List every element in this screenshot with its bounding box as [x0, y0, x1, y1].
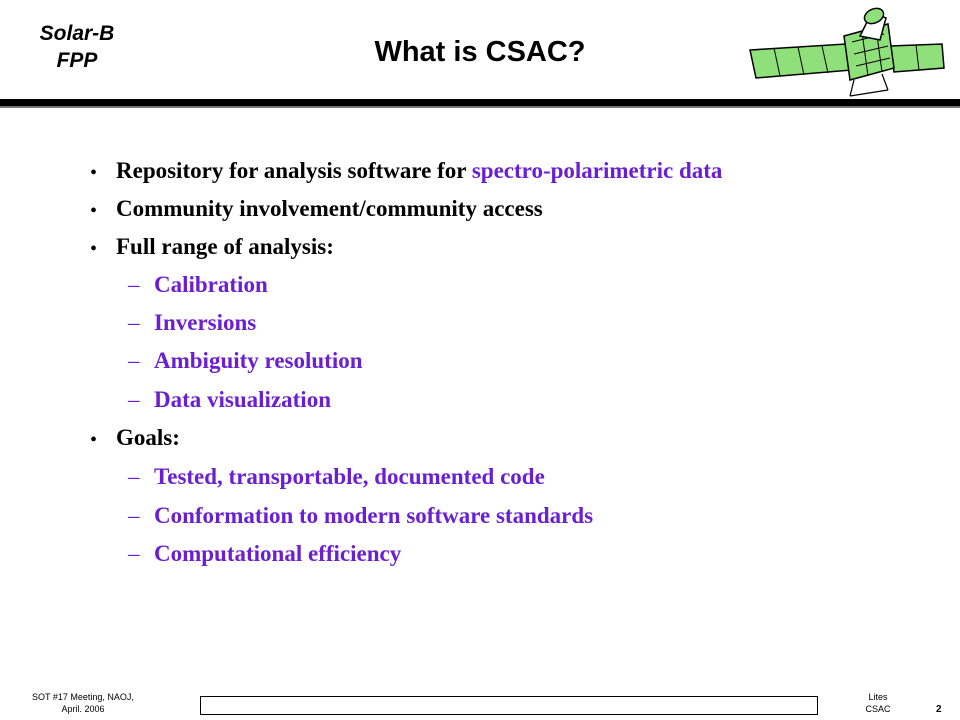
dash-icon: – [128, 387, 140, 412]
subitem-calibration: Calibration [154, 272, 268, 297]
dash-icon: – [128, 503, 140, 528]
subitem-inversions: Inversions [154, 310, 257, 335]
slide-title: What is CSAC? [374, 36, 586, 68]
bullet-icon: • [90, 162, 98, 184]
bullet-1: Repository for analysis software for spectro-polarimetric data [116, 158, 723, 183]
satellite-icon [742, 6, 947, 106]
dash-icon: – [128, 272, 140, 297]
bullet-3: Full range of analysis: [116, 234, 334, 259]
bullet-icon: • [90, 200, 98, 222]
footer-author: Lites CSAC [865, 692, 891, 714]
footer-box [200, 696, 818, 715]
subitem-conformation: Conformation to modern software standards [154, 503, 594, 528]
highlight-text: spectro-polarimetric data [471, 158, 723, 183]
dash-icon: – [128, 464, 140, 489]
bullet-icon: • [90, 429, 98, 451]
header-rule [0, 99, 960, 108]
bullet-icon: • [90, 238, 98, 260]
bullet-2: Community involvement/community access [116, 196, 543, 221]
subitem-tested: Tested, transportable, documented code [154, 464, 545, 489]
bullet-4: Goals: [116, 425, 180, 450]
subitem-ambiguity: Ambiguity resolution [154, 348, 363, 373]
dash-icon: – [128, 348, 140, 373]
subitem-visualization: Data visualization [154, 387, 331, 412]
footer-meeting: SOT #17 Meeting, NAOJ, April. 2006 [32, 692, 134, 714]
subitem-efficiency: Computational efficiency [154, 541, 402, 566]
dash-icon: – [128, 541, 140, 566]
project-line-2: FPP [56, 49, 98, 72]
project-line-1: Solar-B [39, 22, 115, 45]
page-number: 2 [936, 704, 942, 715]
dash-icon: – [128, 310, 140, 335]
